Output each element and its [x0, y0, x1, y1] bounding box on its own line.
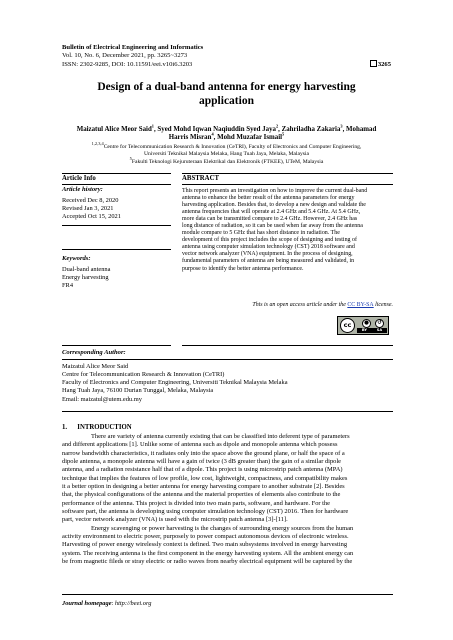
footer-sep: :	[111, 600, 115, 607]
body-line: Energy scavenging or power harvesting is the changes of surrounding energy sources from the human	[91, 524, 354, 532]
page-box-icon	[370, 60, 377, 67]
abstract-line: vector network analyzer (VNA) equipment. In the process of designing,	[182, 251, 353, 258]
author-sup: 5	[282, 132, 285, 138]
abstract-line: purpose to identify the better antenna performance.	[182, 265, 304, 272]
corr-bottom-rule	[62, 411, 393, 412]
body-line: performance of the antenna. This project is divided into two main parts, software, and hardware. For the	[62, 499, 331, 507]
keywords-heading: Keywords:	[62, 255, 91, 262]
affil-line-3: Fakulti Teknologi Kejuruteraan Elektrikal dan Elektronik (FTKEE), UTeM, Malaysia	[131, 158, 324, 165]
footer-rule	[62, 594, 393, 595]
affiliations	[58, 141, 395, 166]
intro-para-1	[62, 433, 393, 567]
body-line: antenna, and a radiation resistance half that of a dipole. This project is using microstrip patch antenna (MPA)	[62, 466, 343, 474]
keyword-item: Dual-band antenna	[62, 266, 111, 273]
corr-line: Centre for Telecommunication Research & Innovation (CeTRI)	[62, 371, 225, 379]
keywords-block	[62, 255, 171, 290]
accepted-date: Accepted Oct 15, 2021	[62, 213, 121, 221]
affil-line-1: Centre for Telecommunication Research & Innovation (CeTRI), Faculty of Electronics and Computer Engineering,	[103, 144, 362, 150]
abstract-line: harvesting application. Besides that, to develop a new design and validate the	[182, 202, 366, 209]
title-line-2: application	[199, 95, 254, 107]
title-line-1: Design of a dual-band antenna for energy harvesting	[97, 81, 356, 93]
revised-date: Revised Jan 3, 2021	[62, 205, 114, 213]
author-2: , Syed Mohd Iqwan Naqiuddin Syed Jaya	[153, 126, 276, 133]
body-line: There are variety of antenna currently existing that can be classified into deferent type of parameters	[91, 433, 350, 440]
abstract-line: This report presents an investigation on how to improve the current dual-band	[182, 188, 368, 194]
keyword-item: Energy harvesting	[62, 274, 109, 282]
share-alike-icon: ↺	[375, 319, 384, 328]
abstract-body	[182, 188, 393, 273]
body-line: software part, the antenna is developing using computer simulation technology (CST) 2016. Then for hardware	[62, 508, 349, 516]
abstract-line: fundamental parameters of antenna are being measured and validated, in	[182, 258, 355, 265]
author-sup: 1	[151, 123, 154, 129]
history-rule	[62, 225, 171, 226]
info-mid-rule	[62, 184, 171, 185]
author-4-last: Harris Misran	[168, 134, 212, 142]
abstract-line: development of this project includes the scope of designing and testing of	[182, 237, 357, 244]
journal-name: Bulletin of Electrical Engineering and Informatics	[62, 44, 204, 51]
article-info-heading: Article Info	[62, 175, 96, 182]
author-1: Maizatul Alice Meor Said	[76, 126, 152, 133]
cc-sa-label: SA	[376, 328, 383, 332]
body-line: be from magnetic fileds or stray electric or radio waves from nearby electrical equipment will be captured by the	[62, 558, 353, 566]
journal-issn: ISSN: 2302-9285, DOI: 10.11591/eei.v10i6.3203	[62, 60, 193, 68]
journal-header	[62, 44, 203, 69]
abstract-top-rule	[182, 173, 393, 174]
license-statement	[182, 302, 393, 308]
abstract-line: antenna to enhance the better result of the antenna parameters for energy	[182, 195, 355, 202]
body-line: Harvesting of power energy wirelessly context is defined. Two main subsystems involved in energy harvesting	[62, 541, 348, 549]
abstract-line: antenna using computer simulation technology (CST) 2018 software and	[182, 244, 355, 251]
corr-email: Email: maizatul@utem.edu.my	[62, 395, 142, 403]
license-end: license.	[373, 302, 393, 308]
journal-homepage	[62, 600, 151, 607]
corr-name: Maizatul Alice Meor Said	[62, 363, 129, 370]
abstract-line: long distance of radiation, so it can be used when far away from the antenna	[182, 223, 363, 230]
page-number	[370, 60, 391, 68]
body-line: dipole antenna, a monopole antenna will have a gain of twice (3 dB greater than) the gain of a similar dipole	[62, 458, 342, 466]
license-link[interactable]: CC BY-SA	[347, 302, 374, 308]
keyword-item: FR4	[62, 282, 74, 290]
cc-band	[357, 328, 387, 333]
corresponding-heading: Corresponding Author:	[62, 349, 126, 356]
body-line: activity environment to electric power, purposely to power compact autonomous devices of electronic wireless.	[62, 533, 349, 541]
author-sup: 4	[211, 132, 214, 138]
footer-label: Journal homepage	[62, 600, 112, 607]
corr-rule-left	[62, 345, 171, 346]
body-line: part, vector network analyzer (VNA) is used with the microstrip patch antenna [3]-[11].	[62, 516, 288, 524]
affil-line-2: Universiti Teknikal Malaysia Melaka, Hang Tuah Jaya, Melaka, Malaysia	[144, 151, 309, 158]
paper-title	[60, 80, 393, 108]
abstract-line: antenna frequencies that will operate at 2.4 GHz and 5.4 GHz. At 5.4 GHz,	[182, 209, 361, 216]
license-text: This is an open access article under the	[252, 302, 348, 308]
corresponding-author	[62, 363, 392, 404]
author-sup: 2	[275, 123, 279, 129]
info-top-rule	[62, 173, 171, 174]
affil-sup: 1,2,3,4	[91, 141, 104, 147]
body-line: system. The receiving antenna is the first component in the energy harvesting system. All the ambient energy can	[62, 549, 354, 557]
article-history	[62, 186, 171, 221]
author-4-first: , Mohamad	[342, 126, 377, 133]
cc-icon: cc	[340, 318, 355, 333]
affil-sup: 5	[129, 155, 132, 161]
abstract-mid-rule	[182, 184, 393, 185]
cc-by-label: BY	[361, 328, 368, 332]
corr-line: Faculty of Electronics and Computer Engineering, Universiti Teknikal Malaysia Melaka	[62, 379, 288, 387]
history-heading: Article history:	[62, 186, 103, 193]
footer-url[interactable]: http://beei.org	[114, 600, 152, 607]
journal-volume: Vol. 10, No. 6, December 2021, pp. 3265~3273	[62, 52, 188, 60]
keywords-rule	[62, 249, 171, 250]
corr-under-rule	[62, 359, 393, 360]
body-line: that, the physical configurations of the antenna and the material properties of elements also contribute to the	[62, 491, 341, 499]
body-line: narrow bandwidth characteristics, it radiates only into the space above the ground plane, or half the space of a	[62, 449, 345, 457]
author-list	[58, 123, 395, 143]
corr-rule-right	[182, 345, 393, 346]
abstract-heading: ABSTRACT	[182, 175, 220, 182]
intro-heading: 1. INTRODUCTION	[62, 424, 132, 431]
body-line: it a better option in designing a better antenna for energy harvesting compare to another substrate [2]. Besides	[62, 483, 345, 491]
author-5: , Mohd Muzafar Ismail	[213, 134, 283, 142]
by-person-icon: ●	[362, 319, 371, 328]
corr-line: Hang Tuah Jaya, 76100 Durian Tunggal, Melaka, Malaysia	[62, 387, 214, 395]
abstract-line: module compare to 5 GHz that has short distance in radiation. The	[182, 230, 340, 237]
received-date: Received Dec 8, 2020	[62, 197, 119, 204]
page-number-text: 3265	[377, 61, 391, 68]
body-line: and different applications [1]. Unlike some of antenna such as dipole and monopole antenna which possess	[62, 441, 338, 449]
cc-by-sa-badge[interactable]	[337, 316, 389, 335]
abstract-line: more data can be transmitted compare to 2.4 GHz. However, 2.4 GHz has	[182, 216, 358, 223]
author-sup: 3	[340, 123, 343, 129]
body-line: technique that implies the features of low profile, low cost, lightweight, compactness, and compatibility makes	[62, 474, 348, 482]
author-3: , Zahriladha Zakaria	[278, 126, 341, 133]
